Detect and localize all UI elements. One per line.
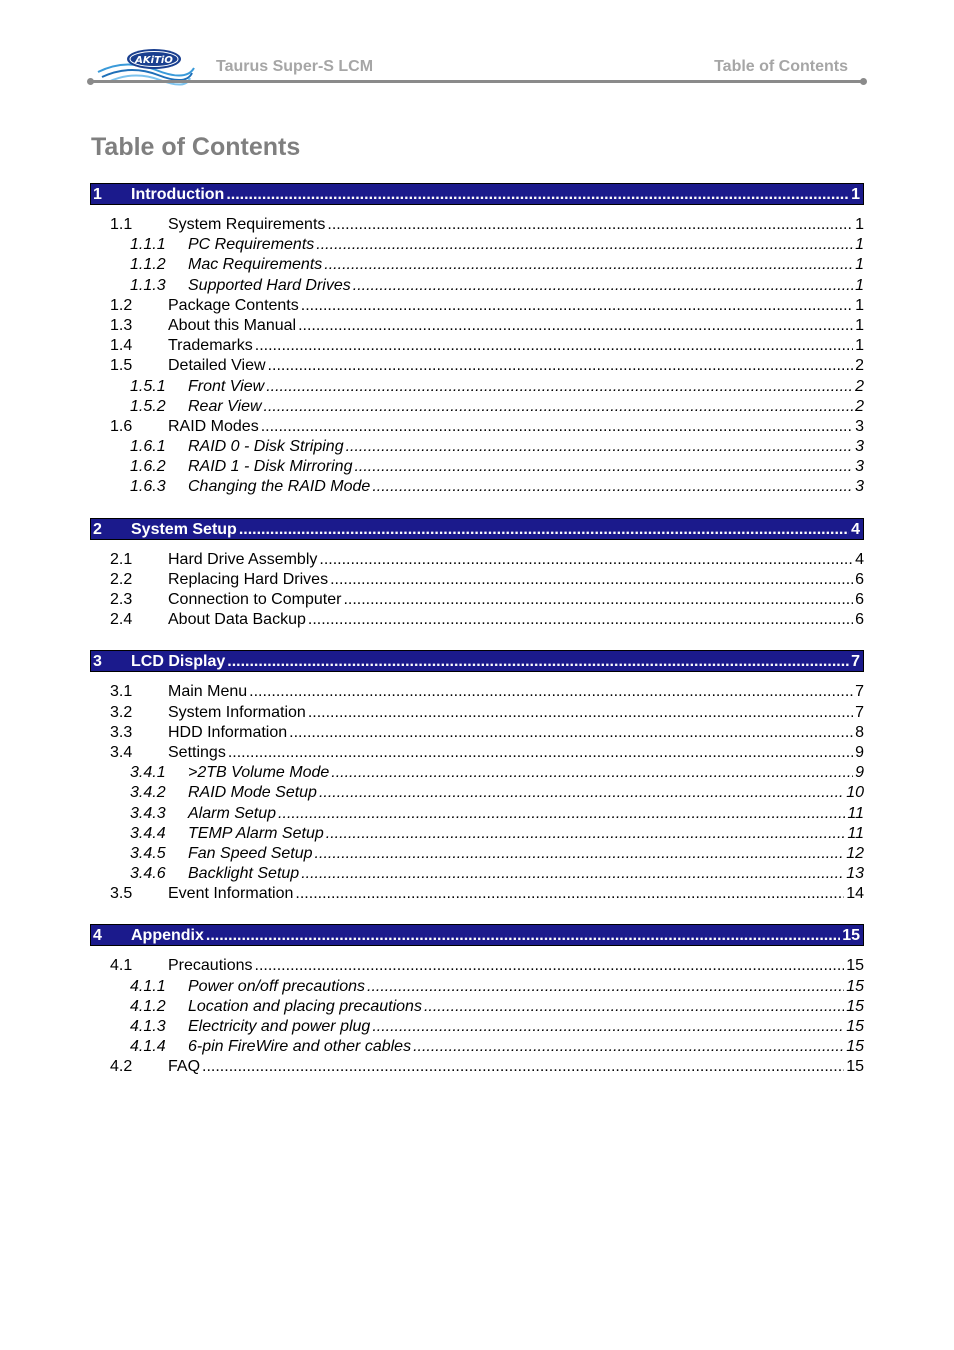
dot-leader — [367, 977, 844, 997]
toc-entry-3-4-3[interactable] — [90, 804, 864, 824]
entry-page: 3 — [855, 417, 864, 435]
entry-title: About Data Backup — [168, 611, 306, 629]
entry-page: 13 — [846, 865, 864, 883]
toc-entry-4-1-1[interactable] — [90, 977, 864, 997]
entry-page: 1 — [855, 296, 864, 314]
dot-leader — [255, 336, 853, 356]
toc-entry-3-4-5[interactable] — [90, 844, 864, 864]
toc-entry-3-4[interactable] — [90, 743, 864, 763]
entry-title: Power on/off precautions — [188, 977, 365, 995]
entry-number: 3.4.6 — [130, 865, 166, 883]
entry-number: 1.1 — [110, 216, 133, 233]
dot-leader — [315, 844, 845, 864]
logo-text: AKiTiO — [135, 55, 173, 66]
entry-page: 15 — [846, 957, 864, 975]
dot-leader — [324, 255, 853, 275]
entry-number: 1.5.2 — [130, 397, 166, 415]
entry-number: 2.4 — [110, 611, 133, 629]
toc-entry-4-2[interactable] — [90, 1057, 864, 1077]
toc-entry-3-4-4[interactable] — [90, 824, 864, 844]
entry-page: 14 — [846, 885, 864, 903]
entry-number: 2.3 — [110, 591, 133, 608]
entry-title: Location and placing precautions — [188, 997, 422, 1015]
toc-entry-3-2[interactable] — [90, 703, 864, 723]
entry-number: 2.2 — [110, 570, 133, 588]
chapter-number: 4 — [93, 927, 102, 945]
entry-page: 10 — [846, 784, 864, 802]
toc-entry-3-4-1[interactable] — [90, 763, 864, 783]
dot-leader — [413, 1037, 844, 1057]
toc-entry-1-1[interactable] — [90, 215, 864, 235]
chapter-page: 1 — [851, 186, 860, 203]
entry-number: 4.1.4 — [130, 1038, 166, 1056]
entry-title: Hard Drive Assembly — [168, 550, 318, 568]
entry-title: Backlight Setup — [188, 865, 300, 883]
entry-number: 1.5.1 — [130, 377, 166, 395]
dot-leader — [331, 763, 853, 783]
entry-number: 3.4.1 — [130, 764, 166, 782]
page-header — [90, 40, 864, 90]
entry-title: >2TB Volume Mode — [188, 764, 330, 782]
entry-number: 4.1 — [110, 957, 133, 975]
entry-page: 2 — [855, 397, 864, 415]
toc-entry-3-3[interactable] — [90, 723, 864, 743]
toc-entry-1-5-1[interactable] — [90, 377, 864, 397]
dot-leader — [301, 864, 844, 884]
entry-number: 1.6.3 — [130, 478, 166, 496]
entry-number: 3.5 — [110, 885, 133, 903]
toc-entry-3-1[interactable] — [90, 682, 864, 702]
entry-number: 1.6.2 — [130, 458, 166, 476]
entry-title: Changing the RAID Mode — [188, 478, 371, 496]
entry-number: 3.4.5 — [130, 844, 166, 862]
toc-entry-4-1-2[interactable] — [90, 997, 864, 1017]
page-title: Table of Contents — [91, 133, 301, 161]
dot-leader — [227, 651, 849, 673]
entry-page: 2 — [855, 377, 864, 395]
dot-leader — [268, 356, 854, 376]
entry-number: 4.1.2 — [130, 997, 166, 1015]
entry-page: 1 — [855, 276, 864, 294]
entry-title: RAID Modes — [168, 417, 259, 435]
entry-title: Package Contents — [168, 296, 299, 314]
dot-leader — [278, 804, 845, 824]
entry-number: 3.3 — [110, 723, 133, 741]
dot-leader — [239, 519, 849, 541]
entry-page: 6 — [855, 591, 864, 608]
entry-page: 15 — [846, 1038, 864, 1056]
entry-page: 1 — [855, 337, 864, 355]
entry-title: PC Requirements — [188, 236, 315, 254]
entry-title: Connection to Computer — [168, 591, 342, 608]
dot-leader — [202, 1057, 844, 1077]
entry-page: 3 — [855, 458, 864, 476]
entry-number: 3.4.2 — [130, 784, 166, 802]
chapter-page: 15 — [842, 927, 860, 945]
entry-page: 7 — [855, 683, 864, 701]
entry-title: Settings — [168, 743, 226, 761]
entry-title: Fan Speed Setup — [188, 844, 313, 862]
entry-page: 4 — [855, 550, 864, 568]
dot-leader — [343, 590, 853, 610]
entry-title: About this Manual — [168, 316, 297, 334]
entry-number: 1.5 — [110, 357, 133, 375]
entry-number: 1.2 — [110, 296, 133, 314]
entry-title: Event Information — [168, 885, 294, 903]
entry-number: 4.1.1 — [130, 977, 166, 995]
toc-entry-1-6-1[interactable] — [90, 437, 864, 457]
entry-title: RAID Mode Setup — [188, 784, 317, 802]
entry-title: TEMP Alarm Setup — [188, 824, 324, 842]
dot-leader — [372, 477, 853, 497]
toc-entry-1-5-2[interactable] — [90, 397, 864, 417]
dot-leader — [301, 296, 853, 316]
entry-page: 1 — [855, 256, 864, 274]
entry-page: 15 — [846, 997, 864, 1015]
dot-leader — [249, 682, 853, 702]
toc-chapter-4[interactable] — [90, 924, 864, 946]
entry-page: 15 — [846, 977, 864, 995]
dot-leader — [353, 276, 853, 296]
dot-leader — [330, 570, 853, 590]
product-title: Taurus Super-S LCM — [216, 58, 374, 75]
entry-page: 12 — [846, 844, 864, 862]
toc-entry-4-1-3[interactable] — [90, 1017, 864, 1037]
dot-leader — [326, 824, 846, 844]
entry-title: Mac Requirements — [188, 256, 323, 274]
entry-title: Detailed View — [168, 357, 266, 375]
header-section-name: Table of Contents — [714, 58, 848, 75]
toc-entry-2-1[interactable] — [90, 550, 864, 570]
entry-title: Trademarks — [168, 337, 253, 355]
toc-entry-2-3[interactable] — [90, 590, 864, 610]
table-of-contents — [90, 183, 864, 1078]
toc-entry-3-5[interactable] — [90, 884, 864, 904]
entry-number: 2.1 — [110, 550, 133, 568]
toc-entry-1-6-3[interactable] — [90, 477, 864, 497]
entry-title: Supported Hard Drives — [188, 276, 351, 294]
entry-title: Electricity and power plug — [188, 1018, 371, 1035]
entry-number: 3.4.3 — [130, 804, 166, 822]
chapter-title: System Setup — [131, 520, 237, 538]
entry-number: 3.4.4 — [130, 824, 166, 842]
entry-title: RAID 1 - Disk Mirroring — [188, 458, 353, 476]
toc-entry-3-4-6[interactable] — [90, 864, 864, 884]
entry-number: 1.1.2 — [130, 256, 166, 274]
dot-leader — [228, 743, 853, 763]
entry-page: 11 — [847, 824, 864, 842]
toc-chapter-3[interactable] — [90, 650, 864, 672]
entry-title: Rear View — [188, 397, 262, 415]
dot-leader — [264, 397, 854, 417]
entry-title: Precautions — [168, 957, 253, 975]
entry-number: 1.6 — [110, 417, 133, 435]
entry-number: 3.1 — [110, 683, 133, 701]
entry-title: Alarm Setup — [188, 804, 277, 822]
toc-chapter-1[interactable] — [90, 183, 864, 205]
entry-title: Replacing Hard Drives — [168, 570, 329, 588]
dot-leader — [266, 377, 853, 397]
chapter-page: 4 — [851, 520, 860, 538]
entry-number: 1.1.3 — [130, 276, 166, 294]
dot-leader — [206, 925, 840, 947]
chapter-number: 2 — [93, 520, 102, 538]
entry-title: HDD Information — [168, 723, 288, 741]
toc-entry-1-1-1[interactable] — [90, 235, 864, 255]
entry-number: 1.1.1 — [130, 236, 166, 254]
entry-page: 6 — [855, 611, 864, 629]
dot-leader — [226, 184, 849, 206]
dot-leader — [372, 1017, 844, 1037]
header-rule — [90, 80, 864, 83]
toc-entry-1-6[interactable] — [90, 417, 864, 437]
dot-leader — [255, 956, 845, 976]
chapter-number: 3 — [93, 653, 102, 671]
entry-page: 6 — [855, 570, 864, 588]
dot-leader — [298, 316, 853, 336]
entry-page: 9 — [855, 764, 864, 782]
toc-entry-1-5[interactable] — [90, 356, 864, 376]
toc-entry-4-1-4[interactable] — [90, 1037, 864, 1057]
toc-entry-1-6-2[interactable] — [90, 457, 864, 477]
entry-page: 1 — [855, 316, 864, 334]
entry-page: 3 — [855, 438, 864, 456]
toc-entry-2-4[interactable] — [90, 610, 864, 630]
dot-leader — [346, 437, 854, 457]
entry-page: 11 — [847, 804, 864, 822]
toc-entry-1-2[interactable] — [90, 296, 864, 316]
entry-page: 1 — [855, 216, 864, 233]
toc-entry-1-1-2[interactable] — [90, 255, 864, 275]
toc-entry-4-1[interactable] — [90, 956, 864, 976]
entry-number: 1.4 — [110, 337, 133, 355]
dot-leader — [261, 417, 853, 437]
dot-leader — [308, 610, 853, 630]
chapter-title: Appendix — [131, 927, 204, 945]
entry-number: 3.4 — [110, 743, 133, 761]
entry-title: 6-pin FireWire and other cables — [188, 1038, 412, 1056]
entry-number: 3.2 — [110, 703, 133, 721]
entry-page: 7 — [855, 703, 864, 721]
entry-page: 15 — [846, 1018, 864, 1035]
dot-leader — [316, 235, 853, 255]
entry-number: 4.1.3 — [130, 1018, 166, 1035]
toc-entry-1-1-3[interactable] — [90, 276, 864, 296]
dot-leader — [354, 457, 853, 477]
entry-number: 4.2 — [110, 1058, 133, 1076]
toc-entry-2-2[interactable] — [90, 570, 864, 590]
dot-leader — [424, 997, 844, 1017]
dot-leader — [289, 723, 853, 743]
chapter-number: 1 — [93, 186, 102, 203]
dot-leader — [327, 215, 853, 235]
toc-entry-1-4[interactable] — [90, 336, 864, 356]
entry-page: 15 — [846, 1058, 864, 1076]
entry-title: System Information — [168, 703, 306, 721]
entry-page: 8 — [855, 723, 864, 741]
entry-title: FAQ — [168, 1058, 201, 1076]
entry-number: 1.3 — [110, 316, 133, 334]
toc-entry-1-3[interactable] — [90, 316, 864, 336]
dot-leader — [319, 550, 853, 570]
entry-title: Front View — [188, 377, 265, 395]
chapter-title: LCD Display — [131, 653, 226, 671]
entry-number: 1.6.1 — [130, 438, 166, 456]
entry-page: 1 — [855, 236, 864, 254]
entry-title: Main Menu — [168, 683, 248, 701]
toc-entry-3-4-2[interactable] — [90, 783, 864, 803]
dot-leader — [319, 783, 844, 803]
entry-page: 3 — [855, 478, 864, 496]
entry-title: RAID 0 - Disk Striping — [188, 438, 344, 456]
entry-title: System Requirements — [168, 216, 326, 233]
dot-leader — [308, 703, 853, 723]
dot-leader — [295, 884, 844, 904]
entry-page: 2 — [855, 357, 864, 375]
entry-page: 9 — [855, 743, 864, 761]
chapter-page: 7 — [851, 653, 860, 671]
toc-chapter-2[interactable] — [90, 518, 864, 540]
chapter-title: Introduction — [131, 186, 225, 203]
